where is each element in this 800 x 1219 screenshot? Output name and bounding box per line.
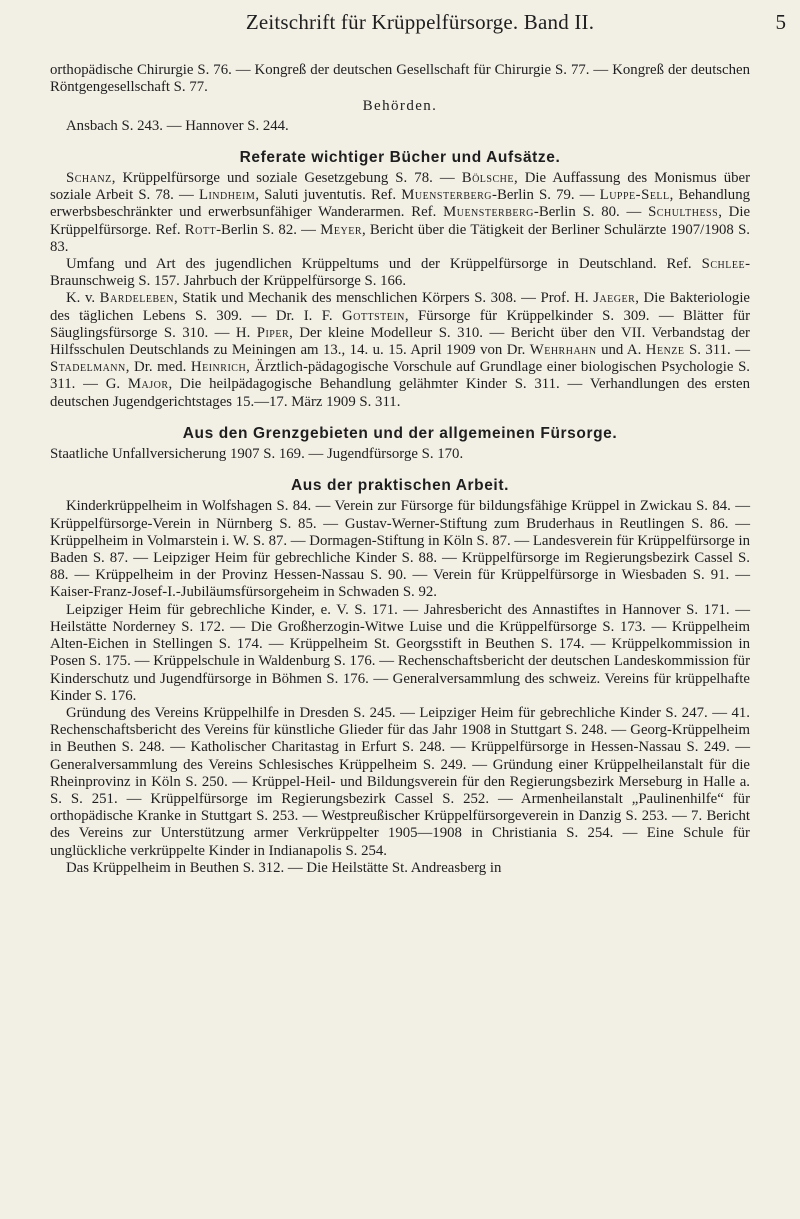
author-name: Major (127, 376, 169, 393)
praxis-paragraph-3: Gründung des Vereins Krüppelhilfe in Dresden S. 245. — Leipziger Heim für gebrechliche Kinder S. 247. — 41. Rechenschaftsbericht des Vereins für künstliche Glieder für das Jahr 1908 in Stuttgart S. 248. — Georg-Krüppelheim in Beuthen S. 248. — Katholischer Charitastag in Erfurt S. 248. — Krüppelfürsorge in Hessen-Nassau S. 249. — Generalversammlung des Vereins Schlesisches Krüppelheim S. 249. — Gründung einer Krüppelheilanstalt für die Rheinprovinz in Köln S. 250. — Krüppel-Heil- und Bildungsverein für den Regierungsbezirk Merseburg in Halle a. S. S. 251. — Krüppelfürsorge im Regierungsbezirk Cassel S. 252. — Armenheilanstalt „Paulinenhilfe“ für orthopädische Kranke in Stuttgart S. 253. — Westpreußischer Krüppelfürsorgeverein in Danzig S. 253. — 7. Bericht des Vereins zur Unterstützung armer Verkrüppelter 1905—1908 in Christiania S. 254. — Eine Schule für unglückliche verkrüppelte Kinder in Indianapolis S. 254. (50, 704, 750, 859)
praxis-heading: Aus der praktischen Arbeit. (290, 477, 510, 495)
author-name: Schanz (66, 170, 112, 187)
referate-paragraph-3: K. v. Bardeleben, Statik und Mechanik des menschlichen Körpers S. 308. — Prof. H. Jaeger, Die Bakteriologie des täglichen Lebens S. 309. — Dr. I. F. Gottstein, Fürsorge für Krüppelkinder S. 309. — Blätter für Säuglingsfürsorge S. 310. — H. Piper, Der kleine Modelleur S. 310. — Bericht über den VII. Verbandstag der Hilfsschulen Deutschlands zu Meiningen am 13., 14. u. 15. April 1909 von Dr. Wehrhahn und A. Henze S. 311. — Stadelmann, Dr. med. Heinrich, Ärztlich-pädagogische Vorschule auf Grundlage einer biologischen Psychologie S. 311. — G. Major, Die heilpädagogische Behandlung gelähmter Kinder S. 311. — Verhandlungen des ersten deutschen Jugendgerichtstages 15.—17. März 1909 S. 311. (50, 290, 751, 410)
referate-paragraph-1: Schanz, Krüppelfürsorge und soziale Gesetzgebung S. 78. — Bölsche, Die Auffassung des Monismus über soziale Arbeit S. 78. — Lindheim, Saluti juventutis. Ref. Muensterberg-Berlin S. 79. — Luppe-Sell, Behandlung erwerbsbeschränkter und erwerbsunfähiger Wanderarmen. Ref. Muensterberg-Berlin S. 80. — Schulthess, Die Krüppelfürsorge. Ref. Rott-Berlin S. 82. — Meyer, Bericht über die Tätigkeit der Berliner Schulärzte 1907/1908 S. 83. (50, 170, 751, 255)
author-name: Muensterberg (443, 204, 534, 221)
author-name: Bardeleben (99, 290, 174, 307)
intro-paragraph: orthopädische Chirurgie S. 76. — Kongreß der deutschen Gesellschaft für Chirurgie S. 77. — Kongreß der deutschen Röntgengesellschaft S. 77. (50, 62, 750, 96)
praxis-paragraph-2: Leipziger Heim für gebrechliche Kinder, e. V. S. 171. — Jahresbericht des Annastiftes in Hannover S. 171. — Heilstätte Norderney S. 172. — Die Großherzogin-Witwe Luise und die Krüppelfürsorge S. 173. — Krüppelheim Alten-Eichen in Stellingen S. 174. — Krüppelheim St. Georgsstift in Beuthen S. 174. — Krüppelkommission in Posen S. 175. — Krüppelschule in Waldenburg S. 176. — Rechenschaftsbericht der deutschen Landeskommission für Kinderschutz und Jugendfürsorge in Böhmen S. 176. — Generalversammlung des schweiz. Vereins für krüppelhafte Kinder S. 176. (50, 601, 750, 704)
referate-heading: Referate wichtiger Bücher und Aufsätze. (239, 148, 561, 166)
behoerden-paragraph: Ansbach S. 243. — Hannover S. 244. (66, 117, 289, 134)
referate-paragraph-2: Umfang und Art des jugendlichen Krüppeltums und der Krüppelfürsorge in Deutschland. Ref. Schlee-Braunschweig S. 157. Jahrbuch der Krüppelfürsorge S. 166. (50, 256, 750, 290)
author-name: Lindheim (198, 187, 256, 204)
author-name: Meyer (320, 221, 362, 238)
author-name: Schulthess (648, 204, 719, 221)
author-name: Schlee (701, 256, 746, 273)
page-body (50, 62, 750, 877)
author-name: Stadelmann (50, 359, 126, 376)
praxis-paragraph-4: Das Krüppelheim in Beuthen S. 312. — Die Heilstätte St. Andreasberg in (66, 859, 502, 876)
author-name: Gottstein (341, 307, 405, 324)
author-name: Henze (645, 342, 685, 359)
behoerden-heading: Behörden. (362, 98, 438, 115)
author-name: Rott (184, 221, 217, 238)
grenzgebiete-paragraph: Staatliche Unfallversicherung 1907 S. 169. — Jugendfürsorge S. 170. (50, 446, 464, 463)
author-name: Muensterberg (401, 187, 493, 204)
author-name: Wehrhahn (529, 342, 597, 359)
author-name: Heinrich (190, 359, 247, 376)
running-title: Zeitschrift für Krüppelfürsorge. Band II. (245, 10, 595, 34)
grenzgebiete-heading: Aus den Grenzgebieten und der allgemeinen Fürsorge. (182, 424, 618, 442)
page-number: 5 (775, 10, 786, 34)
author-name: Luppe-Sell (599, 187, 670, 204)
author-name: Bölsche (461, 170, 514, 187)
praxis-paragraph-1: Kinderkrüppelheim in Wolfshagen S. 84. — Verein zur Fürsorge für bildungsfähige Krüppel in Zwickau S. 84. — Krüppelfürsorge-Verein in Nürnberg S. 85. — Gustav-Werner-Stiftung zum Bruderhaus in Reutlingen S. 86. — Krüppelheim in Volmarstein i. W. S. 87. — Dormagen-Stiftung in Köln S. 87. — Landesverein für Krüppelfürsorge in Baden S. 87. — Leipziger Heim für gebrechliche Kinder S. 88. — Krüppelfürsorge im Regierungsbezirk Cassel S. 88. — Krüppelheim in der Provinz Hessen-Nassau S. 90. — Verein für Krüppelfürsorge in Wiesbaden S. 91. — Kaiser-Franz-Josef-I.-Jubiläumsfürsorgeheim in Schwaden S. 92. (50, 498, 750, 601)
author-name: Piper (256, 324, 290, 341)
author-name: Jaeger (593, 290, 636, 307)
